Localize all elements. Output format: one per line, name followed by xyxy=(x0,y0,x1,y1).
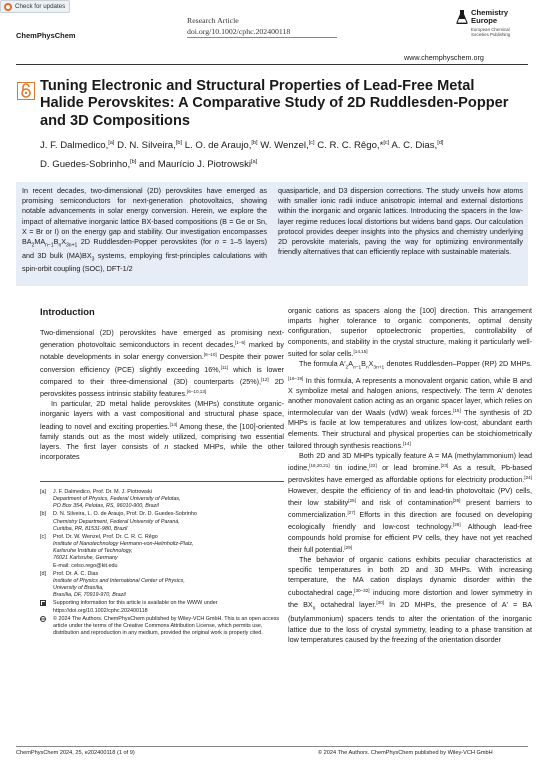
article-title: Tuning Electronic and Structural Properties of Lead-Free Metal Halide Perovskites: A Comparative Study of 2D Ruddlesden-Popper and 3D Compositions xyxy=(40,78,509,129)
check-for-updates-label: Check for updates xyxy=(15,3,66,10)
section-heading-introduction: Introduction xyxy=(40,306,95,317)
authors-line-2: D. Guedes-Sobrinho,[b] and Maurício J. Piotrowski[a] xyxy=(40,159,258,170)
paragraph: Both 2D and 3D MHPs typically feature A = MA (methylammonium) lead iodine,[18,20,21] tin iodine,[22] or lead bromine.[23] As a result, Pb-based perovskites have emerged as affordable options for electricity production.[24] However, despite the efficiency of tin and lead-tin photovoltaic (PV) cells, their low stability[25] and risk of contamination[26] present barriers to commercialization.[27] Efforts in this direction are focused on developing ecologically friendly and low-cost technology.[28] Although lead-free compounds hold promise for efficient PV cells, they have not yet reached their full potential.[29] xyxy=(288,451,532,554)
brand-line-2: Europe xyxy=(471,16,498,25)
doi-link[interactable]: doi.org/10.1002/cphc.202400118 xyxy=(187,27,291,36)
affiliation-d: [d] Prof. Dr. A. C. Dias Institute of Physics and International Center of Physics, University of Brasília, Brasília, DF, 70919-970, Brazil xyxy=(40,570,185,599)
supporting-info-icon xyxy=(40,600,46,606)
abstract-right-column: quasiparticle, and D3 dispersion corrections. The study unveils how atoms with smaller ionic radii induce anisotropic internal and external distortions within the inorganic and organic lattices. Introducing the spacers in the low-layer regime reduces local distortions but widens band gaps. Our calculation protocol provides deeper insights into the physics and chemistry underlying 2D perovskite materials, paving the way for optimizing environmentally friendly alternatives that can efficiently replace with sustainable materials. xyxy=(278,186,523,257)
paragraph: The formula $A'_2A_{n-1}B_nX_{3n+1}$ denotes Ruddlesden–Popper (RP) 2D MHPs.[16–19] In this formula, A represents a monovalent organic cation, while B and X symbolize metal and halogen anions, respectively. The term A′ denotes another monovalent cation acting as an organic spacer layer, which relies on intermolecular van der Waals (vdW) weak forces.[15] The synthesis of 2D MHPs is facile at low temperatures and utilizes low-cost, abundant earth elements. Their structural and physical properties can be stoichiometrically tailored through synthesis reactions.[14] xyxy=(288,359,533,450)
license-note xyxy=(40,616,284,637)
crossmark-icon xyxy=(4,3,12,11)
affiliations-divider xyxy=(40,481,284,482)
body-right-column xyxy=(288,306,532,645)
affiliation-b: [b] D. N. Silveira, L. O. de Araujo, Prof. Dr. D. Guedes-Sobrinho Chemistry Department, Federal University of Paraná, Curitiba, PR, 81531-980, Brazil xyxy=(40,511,197,532)
footer-divider xyxy=(16,746,528,747)
journal-name: ChemPhysChem xyxy=(16,31,76,40)
chemistry-europe-logo xyxy=(456,8,536,48)
brand-sub-line-1: European Chemical xyxy=(471,27,510,32)
author-list xyxy=(40,135,510,173)
journal-website-link[interactable]: www.chemphyschem.org xyxy=(404,53,484,62)
footer-citation: ChemPhysChem 2024, 25, e202400118 (1 of 9) xyxy=(16,750,135,756)
license-text: © 2024 The Authors. ChemPhysChem published by Wiley-VCH GmbH. This is an open access article under the terms of the Creative Commons Attribution License, which permits use, distribution and reproduction in any medium, provided the original work is properly cited. xyxy=(53,615,280,636)
header-rule xyxy=(16,64,528,65)
abstract-left-column: In recent decades, two-dimensional (2D) perovskites have emerged as promising semiconductors for next-generation photovoltaics, showing notable advancements in solar energy conversion. Herein, we explore the impact of alternative inorganic lattice BX-based compositions (B = Ge or Sn, X = Br or I) on the energy gap and stability. Our investigation encompasses $BA_2MA_{n-1}B_nX_{3n+1}$ 2D Ruddlesden-Popper perovskites (for n = 1–5 layers) and 3D bulk $(MA)BX_3$ systems, employing first-principles calculations with spin-orbit coupling (SOC), DFT-1/2 xyxy=(22,186,268,274)
footer-copyright: © 2024 The Authors. ChemPhysChem published by Wiley-VCH GmbH xyxy=(318,750,493,756)
affiliation-a: [a] J. F. Dalmedico, Prof. Dr. M. J. Piotrowski Department of Physics, Federal University of Pelotas, PO Box 354, Pelotas, RS, 96010-900, Brazil xyxy=(40,489,181,510)
affiliations xyxy=(40,489,284,638)
paragraph: In particular, 2D metal halide perovskites (MHPs) constitute organic-inorganic layers with a vast compositional and structural phase space, leading to novel and exciting properties.[14] Among these, the [100]-oriented family stands out as the most widely utilized, comprising two essential layers. The first layer consists of n stacked MHPs, while the other incorporates xyxy=(40,399,284,462)
supporting-info-note xyxy=(40,600,284,614)
authors-line-1: J. F. Dalmedico,[a] D. N. Silveira,[b] L. O. de Araujo,[b] W. Wenzel,[c] C. R. C. Rêgo,*[c] A. C. Dias,[d] xyxy=(40,140,444,151)
paragraph: The behavior of organic cations exhibits peculiar characteristics at specific temperatures in both 2D and 3D MHPs. With increasing temperature, the MA cation displays dynamic disorder within the cuboctahedral cage,[30–32] inducing more distortion and lower symmetry in the $BX_6$ octahedral layer.[30] In 2D MHPs, the presence of A′ = BA (butylammonium) spacers tends to alter the orientation of the inorganic lattice due to the loss of crystal symmetry, leading to a phase transition at low temperatures caused by the freezing of the orientation disorder xyxy=(288,554,532,644)
brand-line-1: Chemistry xyxy=(471,8,509,17)
article-type: Research Article xyxy=(187,16,239,25)
header-divider xyxy=(187,37,337,38)
body-left-column xyxy=(40,306,284,462)
paragraph: organic cations as spacers along the [100] direction. This arrangement imparts higher tolerance to organic components, optimal density configuration, superior optoelectronic properties, controllability of components, and stability in the crystal structure, making it particularly well-suited for solar cells.[14,15] xyxy=(288,306,532,358)
brand-sub-line-2: Societies Publishing xyxy=(471,32,511,37)
creative-commons-icon: cc xyxy=(41,616,45,621)
affiliation-c: [c] Prof. Dr. W. Wenzel, Prof. Dr. C. R. C. Rêgo Institute of Nanotechnology Hermann-von-Helmholtz-Platz, Karlsruhe Institute of Technology, 76021 Karlsruhe, Germany E-mail: celso.rego@kit.edu xyxy=(40,534,284,570)
abstract-box xyxy=(16,182,528,286)
open-access-icon xyxy=(17,82,35,100)
supporting-info-text[interactable]: Supporting information for this article is available on the WWW under https://doi.org/10.1002/cphc.202400118 xyxy=(53,600,218,614)
corresponding-email[interactable]: E-mail: celso.rego@kit.edu xyxy=(53,562,118,569)
check-for-updates-badge[interactable] xyxy=(0,0,70,13)
paragraph: Two-dimensional (2D) perovskites have emerged as promising next-generation photovoltaic semiconductors in recent decades,[1–5] marked by notable developments in solar energy conversion.[6–10] Despite their power conversion efficiency (PCE) slightly exceeding 16%,[11] which is lower compared to their three-dimensional (3D) counterparts (25%),[12] 2D perovskites possess intrinsic stability features.[6–10,13] xyxy=(40,328,285,399)
flask-icon xyxy=(456,10,468,24)
